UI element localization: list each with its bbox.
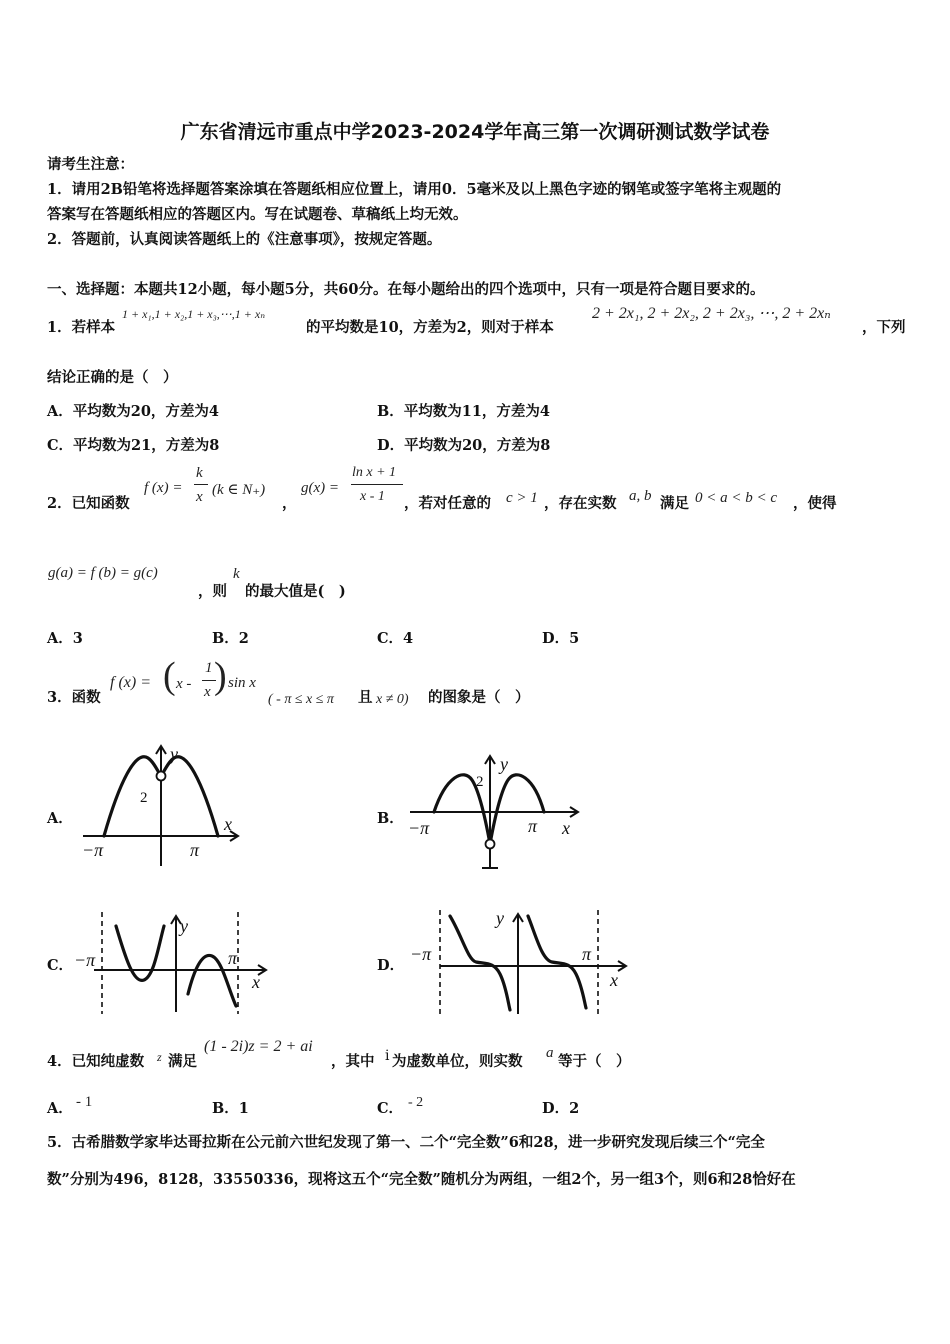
q3-sin: sin x bbox=[228, 675, 256, 691]
q2-text-2: ，存在实数 bbox=[544, 495, 617, 512]
q4-option-a-label: A． bbox=[47, 1100, 73, 1117]
q2-g-denominator: x - 1 bbox=[360, 489, 385, 504]
q3-graph-c bbox=[72, 908, 272, 1018]
q3-paren-open: ( bbox=[163, 655, 176, 697]
graph-d-left-branch bbox=[450, 916, 510, 1010]
q2-prefix: 2．已知函数 bbox=[47, 495, 130, 512]
q1-middle: 的平均数是10，方差为2，则对于样本 bbox=[306, 319, 554, 336]
q4-a: a bbox=[546, 1045, 554, 1061]
q3-frac-numerator: 1 bbox=[205, 660, 213, 676]
q2-tail: 的最大值是( ) bbox=[245, 583, 346, 600]
q4-i: i bbox=[385, 1048, 390, 1064]
q3-option-b: B． bbox=[377, 810, 404, 827]
q3-frac-denominator: x bbox=[204, 684, 211, 700]
q3-and: 且 bbox=[358, 689, 373, 706]
q3-option-a: A． bbox=[47, 810, 73, 827]
graph-a-pi: π bbox=[190, 840, 200, 860]
q2-text-4: ，使得 bbox=[793, 495, 837, 512]
q3-domain-a: ( - π ≤ x ≤ π bbox=[268, 692, 334, 707]
q4-equation: (1 - 2i)z = 2 + ai bbox=[204, 1038, 313, 1055]
q2-option-d: D．5 bbox=[542, 630, 580, 647]
q2-text-5: ，则 bbox=[198, 583, 227, 600]
q2-option-a: A．3 bbox=[47, 630, 83, 647]
graph-a-x-label: x bbox=[224, 814, 232, 834]
q4-text-1: 满足 bbox=[168, 1053, 197, 1070]
q1-formula-2: 2 + 2x₁, 2 + 2x₂, 2 + 2x₃, ⋯, 2 + 2xₙ bbox=[592, 305, 831, 322]
notice-item-1: 1．请用2B铅笔将选择题答案涂填在答题纸相应位置上，请用0．5毫米及以上黑色字迹的钢笔或签字笔将主观题的 bbox=[47, 181, 782, 198]
q3-prefix: 3．函数 bbox=[47, 689, 101, 706]
graph-d-y-label: y bbox=[496, 908, 504, 928]
q4-text-2: ，其中 bbox=[331, 1053, 375, 1070]
graph-a-hole bbox=[157, 772, 166, 781]
graph-c-y-label: y bbox=[180, 916, 188, 936]
q1-line-2: 结论正确的是（ ） bbox=[47, 369, 178, 386]
q1-option-a: A．平均数为20，方差为4 bbox=[47, 403, 220, 420]
q2-option-c: C．4 bbox=[377, 630, 414, 647]
q2-f-numerator: k bbox=[196, 465, 203, 481]
graph-d-neg-pi: −π bbox=[410, 944, 432, 964]
q2-text-1: ，若对任意的 bbox=[404, 495, 491, 512]
page-title: 广东省清远市重点中学2023-2024学年高三第一次调研测试数学试卷 bbox=[180, 121, 770, 143]
q2-f-fraction-bar bbox=[194, 484, 208, 485]
q4-text-3: 为虚数单位，则实数 bbox=[392, 1053, 523, 1070]
q4-tail: 等于（ ） bbox=[558, 1053, 631, 1070]
q2-k: k bbox=[233, 566, 240, 582]
graph-d-x-label: x bbox=[610, 970, 618, 990]
q2-option-b: B．2 bbox=[212, 630, 249, 647]
q3-graph-b bbox=[406, 752, 586, 872]
q5-line-1: 5．古希腊数学家毕达哥拉斯在公元前六世纪发现了第一、二个“完全数”6和28，进一步研究发现后续三个“完全 bbox=[47, 1134, 765, 1151]
graph-c-left-branch bbox=[116, 926, 164, 980]
q2-text-3: 满足 bbox=[660, 495, 689, 512]
graph-a-y-label: y bbox=[170, 744, 178, 764]
notice-item-1-cont: 答案写在答题纸相应的答题区内。写在试题卷、草稿纸上均无效。 bbox=[47, 206, 468, 223]
q2-f-left: f (x) = bbox=[144, 480, 183, 496]
graph-a-neg-pi: −π bbox=[82, 840, 104, 860]
graph-c-x-label: x bbox=[252, 972, 260, 992]
section-heading: 一、选择题：本题共12小题，每小题5分，共60分。在每小题给出的四个选项中，只有一项是符合题目要求的。 bbox=[47, 281, 765, 298]
q4-z: z bbox=[157, 1050, 162, 1064]
q3-domain-b: x ≠ 0) bbox=[376, 692, 409, 707]
q3-graph-a bbox=[78, 740, 248, 870]
q2-g-numerator: ln x + 1 bbox=[352, 465, 397, 480]
graph-b-y-label: y bbox=[500, 754, 508, 774]
q2-c-condition: c > 1 bbox=[506, 490, 538, 506]
q1-option-c: C．平均数为21，方差为8 bbox=[47, 437, 220, 454]
graph-d-right-branch bbox=[528, 916, 586, 1008]
graph-b-neg-pi: −π bbox=[408, 818, 430, 838]
q2-g-fraction-bar bbox=[351, 484, 403, 485]
q3-tail: 的图象是（ ） bbox=[428, 689, 530, 706]
q4-option-c-value: - 2 bbox=[408, 1095, 424, 1110]
q3-x-minus: x - bbox=[176, 676, 192, 692]
q3-option-d: D． bbox=[377, 957, 405, 974]
q3-graph-d bbox=[406, 906, 636, 1018]
graph-b-two-label: 2 bbox=[476, 774, 484, 790]
q3-f-left: f (x) = bbox=[110, 674, 151, 691]
q1-option-b: B．平均数为11，方差为4 bbox=[377, 403, 551, 420]
notice-item-2: 2．答题前，认真阅读答题纸上的《注意事项》，按规定答题。 bbox=[47, 231, 442, 248]
q3-paren-close: ) bbox=[214, 655, 227, 697]
graph-b-hole bbox=[486, 840, 495, 849]
notice-heading: 请考生注意： bbox=[47, 156, 134, 173]
graph-b-pi: π bbox=[528, 816, 538, 836]
q4-option-a-value: - 1 bbox=[76, 1094, 93, 1110]
q1-formula-1: 1 + x₁,1 + x₂,1 + x₃,⋯,1 + xₙ bbox=[122, 307, 266, 321]
graph-c-neg-pi: −π bbox=[74, 950, 96, 970]
q2-ab: a, b bbox=[629, 488, 652, 504]
q1-option-d: D．平均数为20，方差为8 bbox=[377, 437, 551, 454]
graph-b-x-label: x bbox=[562, 818, 570, 838]
q2-f-denominator: x bbox=[196, 489, 203, 505]
q2-equation: g(a) = f (b) = g(c) bbox=[48, 565, 158, 581]
graph-c-pi: π bbox=[228, 948, 238, 968]
q1-suffix: ，下列 bbox=[862, 319, 906, 336]
q3-option-c: C． bbox=[47, 957, 74, 974]
q2-inequality: 0 < a < b < c bbox=[695, 490, 778, 506]
q2-comma: ， bbox=[282, 495, 297, 512]
q5-line-2: 数”分别为496，8128，33550336，现将这五个“完全数”随机分为两组，一组2个，另一组3个，则6和28恰好在 bbox=[47, 1171, 796, 1188]
graph-a-two-label: 2 bbox=[140, 790, 148, 806]
q1-prefix: 1．若样本 bbox=[47, 319, 116, 336]
q4-option-c-label: C． bbox=[377, 1100, 404, 1117]
q4-option-b: B．1 bbox=[212, 1100, 249, 1117]
q4-prefix: 4．已知纯虚数 bbox=[47, 1053, 145, 1070]
q4-option-d: D．2 bbox=[542, 1100, 580, 1117]
q2-f-right: (k ∈ N₊) bbox=[212, 482, 266, 498]
q2-g-left: g(x) = bbox=[301, 480, 340, 496]
graph-d-pi: π bbox=[582, 944, 592, 964]
